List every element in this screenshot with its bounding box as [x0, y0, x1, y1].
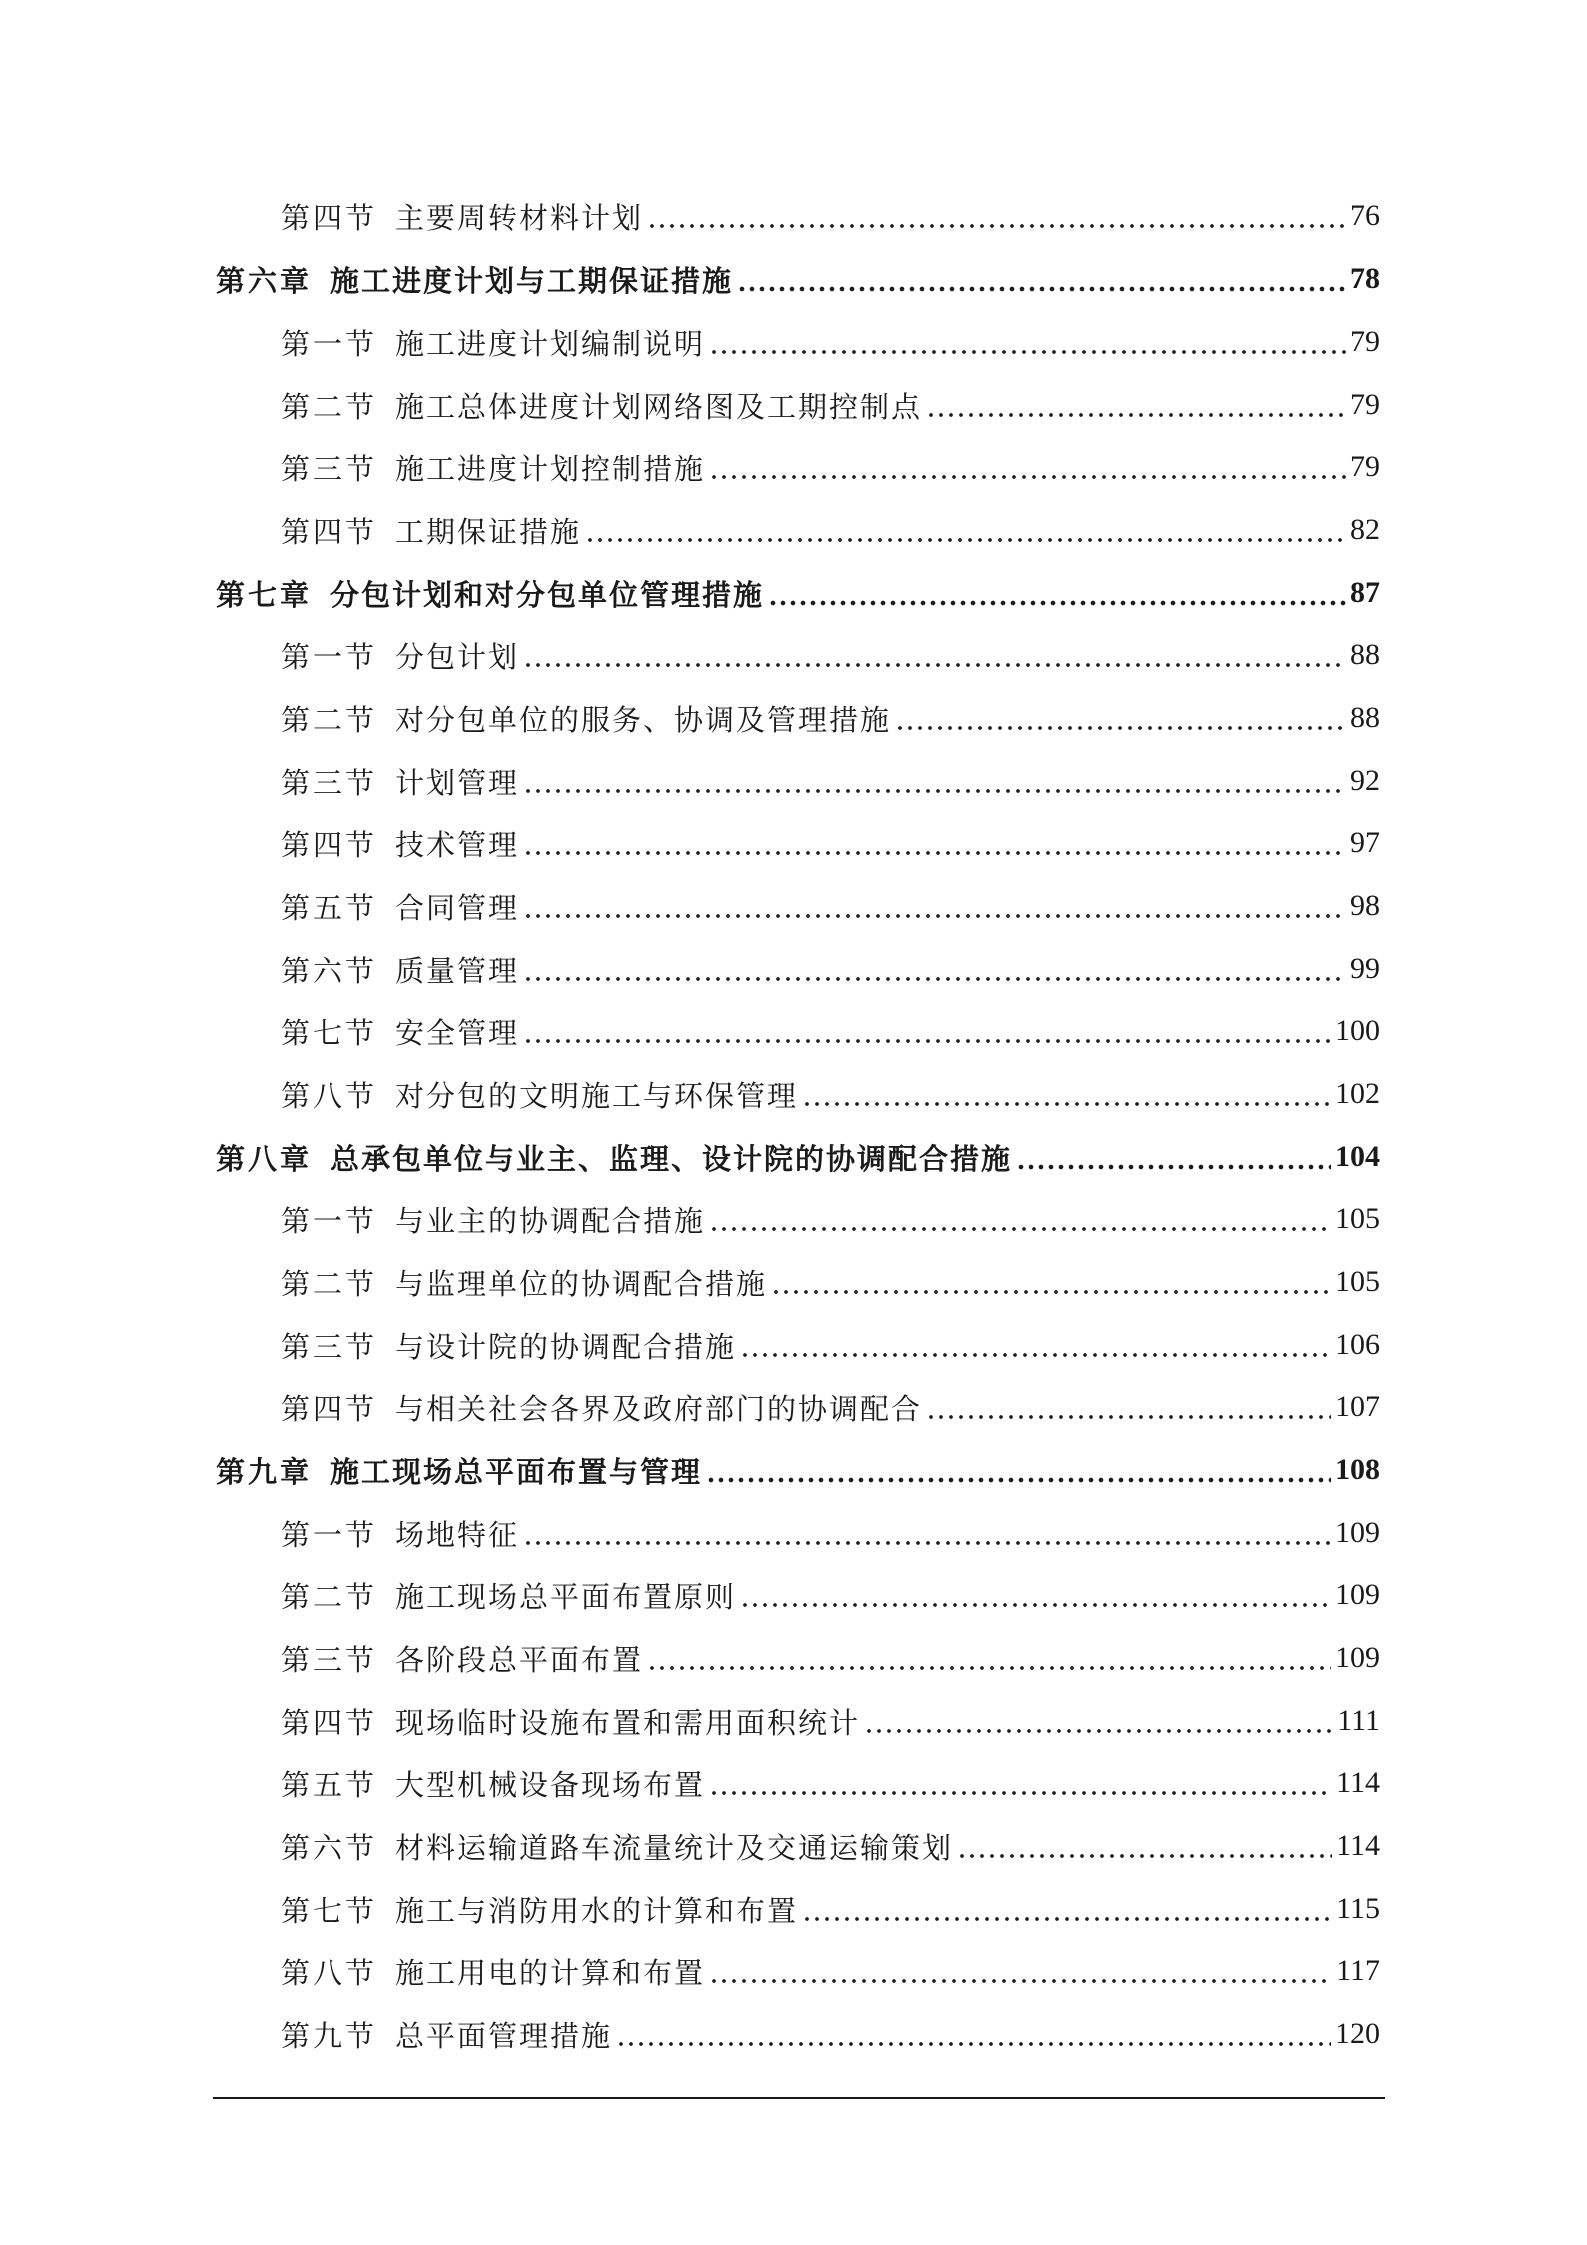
- dot-leader: [709, 1188, 1331, 1250]
- dot-leader: [737, 248, 1346, 310]
- dot-leader: [957, 1815, 1332, 1877]
- toc-entry[interactable]: [281, 1314, 1380, 1376]
- toc-entry[interactable]: [281, 1878, 1380, 1940]
- toc-page-number: 105: [1335, 1265, 1380, 1298]
- toc-number: 第三节: [281, 1329, 378, 1364]
- toc-entry[interactable]: [281, 1502, 1380, 1564]
- toc-page-number: 79: [1350, 388, 1380, 421]
- dot-leader: [771, 1251, 1331, 1313]
- toc-entry[interactable]: [281, 374, 1380, 436]
- toc-number: 第七节: [281, 1015, 378, 1050]
- toc-title: 分包计划: [395, 639, 520, 674]
- toc-number: 第八节: [281, 1955, 378, 1990]
- toc-number: 第一节: [281, 1517, 378, 1552]
- toc-entry[interactable]: [281, 499, 1380, 561]
- toc-title: 分包计划和对分包单位管理措施: [330, 577, 765, 612]
- toc-title: 施工现场总平面布置原则: [395, 1579, 737, 1614]
- toc-page-number: 109: [1335, 1641, 1380, 1674]
- toc-number: 第一节: [281, 1203, 378, 1238]
- toc-page-number: 97: [1350, 826, 1380, 859]
- dot-leader: [523, 624, 1346, 686]
- toc-number: 第六节: [281, 1830, 378, 1865]
- toc-page-number: 111: [1337, 1704, 1380, 1737]
- toc-number: 第九章: [216, 1454, 313, 1489]
- toc-title: 总承包单位与业主、监理、设计院的协调配合措施: [330, 1141, 1013, 1176]
- dot-leader: [585, 499, 1346, 561]
- dot-leader: [864, 1690, 1333, 1752]
- toc-page-number: 105: [1335, 1202, 1380, 1235]
- toc-number: 第七节: [281, 1893, 378, 1928]
- toc-entry[interactable]: [281, 1627, 1380, 1689]
- toc-page-number: 117: [1336, 1954, 1380, 1987]
- dot-leader: [616, 2003, 1331, 2065]
- toc-title: 与相关社会各界及政府部门的协调配合: [395, 1391, 923, 1426]
- dot-leader: [523, 938, 1346, 1000]
- toc-page-number: 100: [1335, 1014, 1380, 1047]
- toc-title: 主要周转材料计划: [395, 200, 644, 235]
- toc-entry[interactable]: [281, 2003, 1380, 2065]
- toc-number: 第八节: [281, 1078, 378, 1113]
- toc-entry[interactable]: [281, 1188, 1380, 1250]
- toc-number: 第二节: [281, 1579, 378, 1614]
- dot-leader: [523, 750, 1346, 812]
- toc-page-number: 109: [1335, 1578, 1380, 1611]
- toc-number: 第四节: [281, 1391, 378, 1426]
- toc-title: 技术管理: [395, 827, 520, 862]
- dot-leader: [740, 1564, 1331, 1626]
- dot-leader: [768, 562, 1346, 624]
- toc-page-number: 98: [1350, 889, 1380, 922]
- toc-entry[interactable]: [281, 436, 1380, 498]
- toc-title: 施工进度计划控制措施: [395, 451, 706, 486]
- toc-chapter-entry[interactable]: [216, 248, 1380, 310]
- toc-number: 第九节: [281, 2018, 378, 2053]
- dot-leader: [523, 812, 1346, 874]
- dot-leader: [523, 1502, 1331, 1564]
- toc-number: 第三节: [281, 765, 378, 800]
- toc-number: 第六章: [216, 263, 313, 298]
- toc-title: 安全管理: [395, 1015, 520, 1050]
- toc-entry[interactable]: [281, 1690, 1380, 1752]
- footer-divider: [213, 2097, 1385, 2099]
- toc-title: 材料运输道路车流量统计及交通运输策划: [395, 1830, 954, 1865]
- toc-page-number: 120: [1335, 2017, 1380, 2050]
- toc-page-number: 114: [1336, 1829, 1380, 1862]
- toc-page-number: 102: [1335, 1077, 1380, 1110]
- toc-entry[interactable]: [281, 1940, 1380, 2002]
- toc-page-number: 108: [1335, 1453, 1380, 1486]
- toc-number: 第二节: [281, 1266, 378, 1301]
- toc-title: 与设计院的协调配合措施: [395, 1329, 737, 1364]
- toc-entry[interactable]: [281, 1564, 1380, 1626]
- toc-entry[interactable]: [281, 311, 1380, 373]
- toc-entry[interactable]: [281, 1063, 1380, 1125]
- toc-entry[interactable]: [281, 687, 1380, 749]
- toc-number: 第二节: [281, 702, 378, 737]
- toc-page-number: 106: [1335, 1328, 1380, 1361]
- toc-number: 第六节: [281, 953, 378, 988]
- toc-number: 第八章: [216, 1141, 313, 1176]
- toc-page-number: 107: [1335, 1390, 1380, 1423]
- toc-number: 第一节: [281, 326, 378, 361]
- toc-title: 对分包的文明施工与环保管理: [395, 1078, 799, 1113]
- toc-title: 施工总体进度计划网络图及工期控制点: [395, 389, 923, 424]
- dot-leader: [647, 1627, 1331, 1689]
- toc-chapter-entry[interactable]: [216, 562, 1380, 624]
- toc-title: 与监理单位的协调配合措施: [395, 1266, 768, 1301]
- toc-page-number: 109: [1335, 1516, 1380, 1549]
- toc-page-number: 92: [1350, 764, 1380, 797]
- toc-number: 第三节: [281, 1642, 378, 1677]
- toc-entry[interactable]: [281, 1376, 1380, 1438]
- toc-title: 总平面管理措施: [395, 2018, 613, 2053]
- dot-leader: [709, 1940, 1332, 2002]
- toc-title: 对分包单位的服务、协调及管理措施: [395, 702, 892, 737]
- dot-leader: [647, 185, 1346, 247]
- toc-entry[interactable]: [281, 750, 1380, 812]
- toc-entry[interactable]: [281, 812, 1380, 874]
- toc-title: 大型机械设备现场布置: [395, 1767, 706, 1802]
- toc-number: 第七章: [216, 577, 313, 612]
- toc-page-number: 79: [1350, 450, 1380, 483]
- toc-chapter-entry[interactable]: [216, 1439, 1380, 1501]
- dot-leader: [709, 1752, 1332, 1814]
- toc-title: 各阶段总平面布置: [395, 1642, 644, 1677]
- toc-entry[interactable]: [281, 875, 1380, 937]
- dot-leader: [709, 436, 1346, 498]
- dot-leader: [1016, 1126, 1331, 1188]
- toc-title: 施工现场总平面布置与管理: [330, 1454, 703, 1489]
- toc-page-number: 104: [1335, 1140, 1380, 1173]
- toc-page-number: 76: [1350, 199, 1380, 232]
- toc-page-number: 87: [1350, 576, 1380, 609]
- toc-title: 现场临时设施布置和需用面积统计: [395, 1705, 861, 1740]
- toc-entry[interactable]: [281, 1815, 1380, 1877]
- dot-leader: [926, 374, 1346, 436]
- dot-leader: [740, 1314, 1331, 1376]
- toc-page-number: 82: [1350, 513, 1380, 546]
- toc-chapter-entry[interactable]: [216, 1126, 1380, 1188]
- toc-title: 与业主的协调配合措施: [395, 1203, 706, 1238]
- toc-number: 第四节: [281, 514, 378, 549]
- toc-title: 质量管理: [395, 953, 520, 988]
- toc-page-number: 79: [1350, 325, 1380, 358]
- toc-title: 施工进度计划编制说明: [395, 326, 706, 361]
- toc-entry[interactable]: [281, 1752, 1380, 1814]
- toc-page-number: 88: [1350, 701, 1380, 734]
- toc-number: 第五节: [281, 890, 378, 925]
- toc-title: 合同管理: [395, 890, 520, 925]
- toc-title: 工期保证措施: [395, 514, 582, 549]
- dot-leader: [895, 687, 1346, 749]
- dot-leader: [802, 1878, 1332, 1940]
- toc-number: 第二节: [281, 389, 378, 424]
- toc-number: 第一节: [281, 639, 378, 674]
- toc-title: 施工用电的计算和布置: [395, 1955, 706, 1990]
- toc-number: 第四节: [281, 827, 378, 862]
- dot-leader: [523, 1000, 1331, 1062]
- toc-number: 第四节: [281, 200, 378, 235]
- toc-entry[interactable]: [281, 938, 1380, 1000]
- toc-entry[interactable]: [281, 1251, 1380, 1313]
- dot-leader: [709, 311, 1346, 373]
- toc-title: 施工与消防用水的计算和布置: [395, 1893, 799, 1928]
- toc-entry[interactable]: [281, 624, 1380, 686]
- toc-page-number: 114: [1336, 1766, 1380, 1799]
- toc-title: 计划管理: [395, 765, 520, 800]
- toc-page-number: 78: [1350, 262, 1380, 295]
- toc-entry[interactable]: [281, 185, 1380, 247]
- toc-number: 第三节: [281, 451, 378, 486]
- toc-title: 场地特征: [395, 1517, 520, 1552]
- toc-title: 施工进度计划与工期保证措施: [330, 263, 734, 298]
- toc-number: 第四节: [281, 1705, 378, 1740]
- dot-leader: [802, 1063, 1331, 1125]
- dot-leader: [926, 1376, 1331, 1438]
- toc-number: 第五节: [281, 1767, 378, 1802]
- toc-page-number: 115: [1336, 1892, 1380, 1925]
- toc-entry[interactable]: [281, 1000, 1380, 1062]
- toc-page-number: 88: [1350, 638, 1380, 671]
- dot-leader: [706, 1439, 1331, 1501]
- toc-page-number: 99: [1350, 952, 1380, 985]
- dot-leader: [523, 875, 1346, 937]
